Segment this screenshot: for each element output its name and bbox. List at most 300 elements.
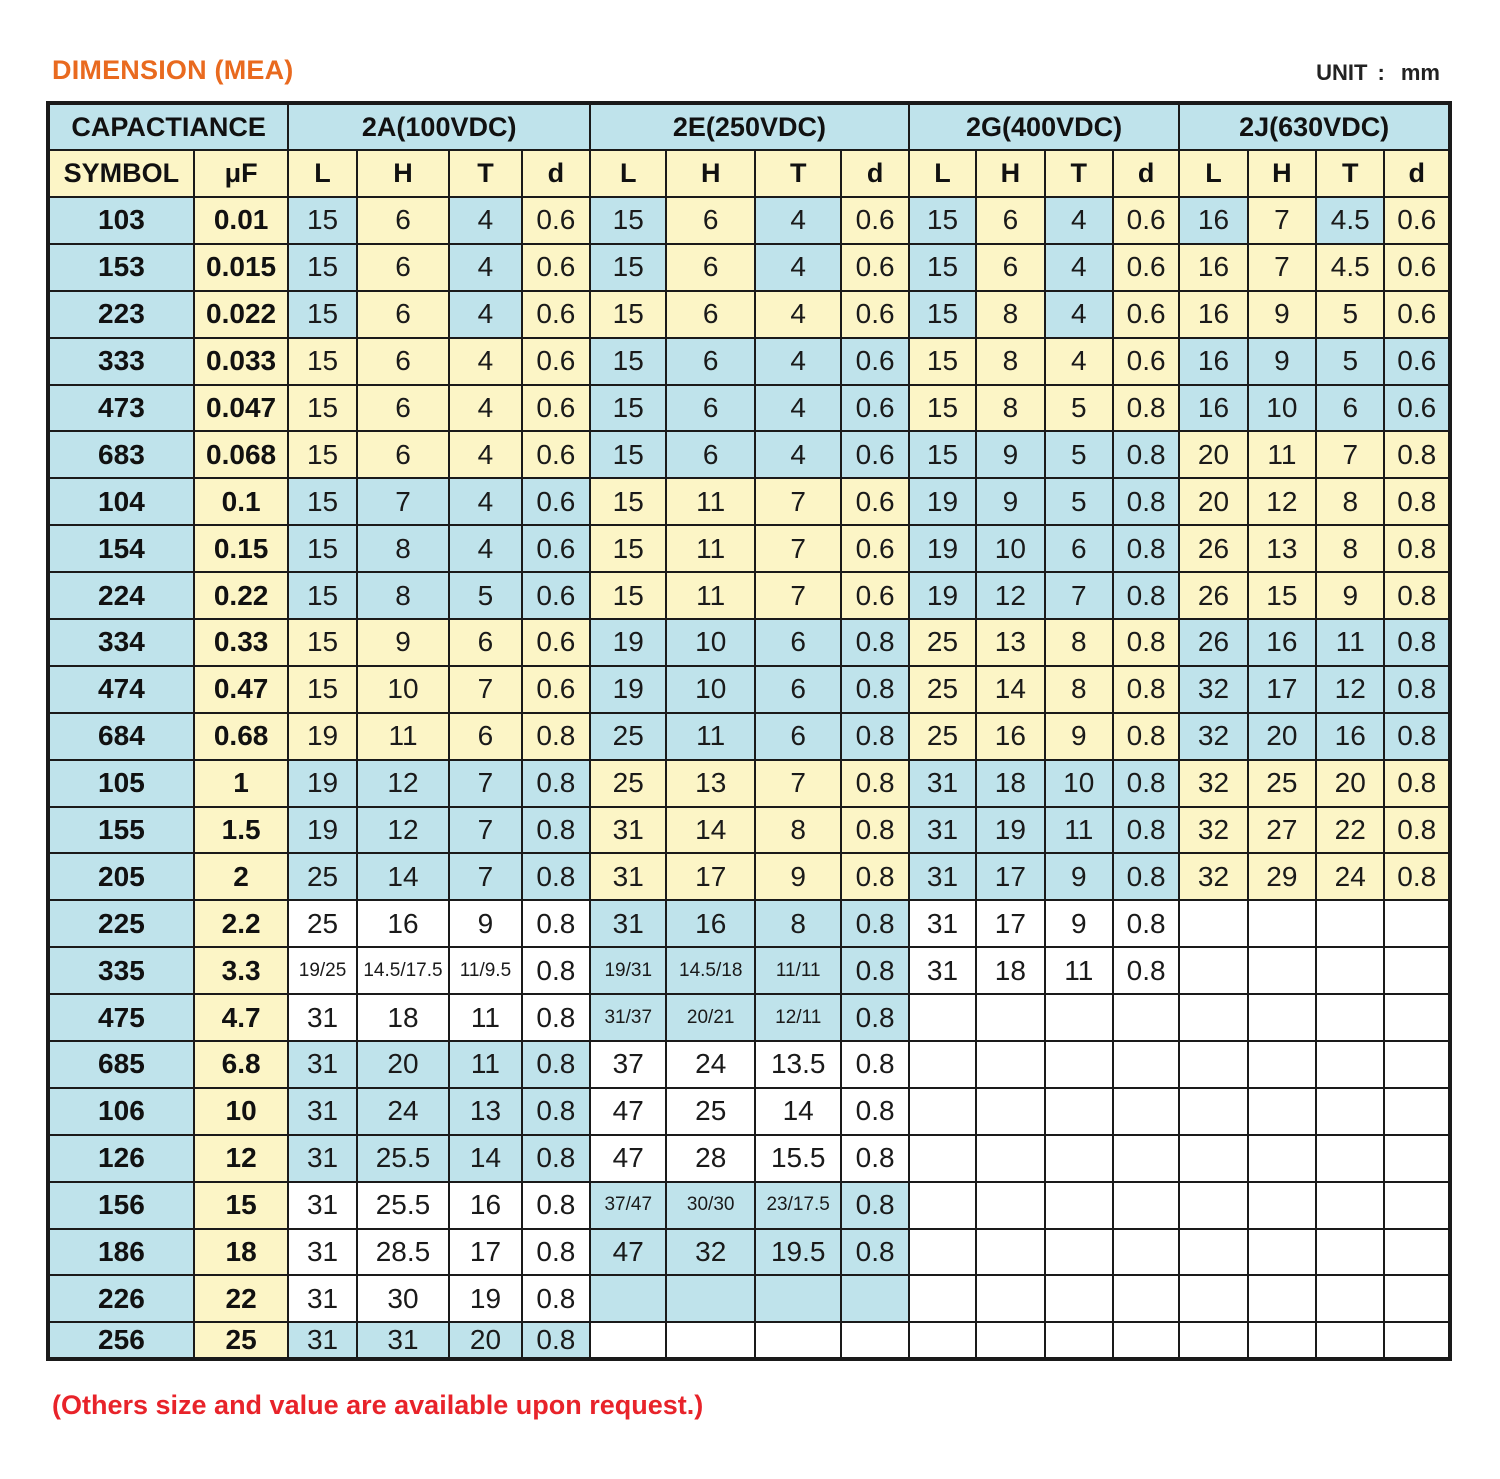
uf-cell: 0.15 bbox=[194, 525, 289, 572]
value-cell bbox=[976, 1275, 1044, 1322]
value-cell: 31 bbox=[288, 994, 356, 1041]
value-cell bbox=[1248, 1229, 1316, 1276]
value-cell: 17 bbox=[449, 1229, 521, 1276]
value-cell: 13 bbox=[666, 760, 755, 807]
value-cell: 5 bbox=[1045, 431, 1113, 478]
value-cell: 6 bbox=[976, 197, 1044, 244]
value-cell: 7 bbox=[449, 666, 521, 713]
value-cell: 0.6 bbox=[1384, 291, 1450, 338]
dimension-table bbox=[46, 101, 1452, 1361]
value-cell: 4 bbox=[1045, 338, 1113, 385]
value-cell: 15 bbox=[909, 291, 976, 338]
uf-cell: 10 bbox=[194, 1088, 289, 1135]
uf-cell: 0.068 bbox=[194, 431, 289, 478]
value-cell: 0.6 bbox=[522, 385, 590, 432]
value-cell: 25 bbox=[909, 666, 976, 713]
uf-cell: 0.047 bbox=[194, 385, 289, 432]
value-cell: 0.8 bbox=[841, 1041, 908, 1088]
value-cell: 0.6 bbox=[1113, 197, 1179, 244]
value-cell: 47 bbox=[590, 1135, 666, 1182]
value-cell: 4 bbox=[755, 291, 841, 338]
value-cell bbox=[1384, 1322, 1450, 1359]
symbol-cell: 256 bbox=[48, 1322, 194, 1359]
value-cell bbox=[841, 1322, 908, 1359]
value-cell: 5 bbox=[449, 572, 521, 619]
table-row bbox=[48, 197, 1450, 244]
value-cell: 4 bbox=[449, 197, 521, 244]
value-cell: 0.8 bbox=[522, 1182, 590, 1229]
uf-cell: 12 bbox=[194, 1135, 289, 1182]
value-cell: 30/30 bbox=[666, 1182, 755, 1229]
table-row bbox=[48, 1229, 1450, 1276]
subheader-l: L bbox=[590, 150, 666, 197]
value-cell bbox=[1316, 1182, 1384, 1229]
value-cell: 15 bbox=[590, 291, 666, 338]
value-cell: 0.8 bbox=[1384, 666, 1450, 713]
value-cell: 10 bbox=[666, 666, 755, 713]
value-cell bbox=[1384, 1275, 1450, 1322]
value-cell: 6 bbox=[357, 431, 450, 478]
value-cell: 0.6 bbox=[841, 572, 908, 619]
value-cell: 11 bbox=[1045, 807, 1113, 854]
table-row bbox=[48, 291, 1450, 338]
symbol-cell: 205 bbox=[48, 853, 194, 900]
symbol-cell: 105 bbox=[48, 760, 194, 807]
uf-cell: 0.33 bbox=[194, 619, 289, 666]
value-cell: 6 bbox=[666, 197, 755, 244]
value-cell: 6 bbox=[357, 338, 450, 385]
value-cell: 20 bbox=[449, 1322, 521, 1359]
uf-cell: 0.22 bbox=[194, 572, 289, 619]
value-cell: 11 bbox=[1248, 431, 1316, 478]
value-cell: 4 bbox=[755, 197, 841, 244]
value-cell bbox=[1316, 1275, 1384, 1322]
value-cell: 19 bbox=[590, 666, 666, 713]
uf-cell: 0.015 bbox=[194, 244, 289, 291]
value-cell bbox=[755, 1275, 841, 1322]
uf-cell: 1.5 bbox=[194, 807, 289, 854]
value-cell bbox=[1113, 1182, 1179, 1229]
value-cell: 25 bbox=[288, 900, 356, 947]
value-cell: 0.8 bbox=[1113, 760, 1179, 807]
unit-label bbox=[1316, 60, 1440, 86]
value-cell: 0.6 bbox=[841, 478, 908, 525]
value-cell: 19 bbox=[976, 807, 1044, 854]
value-cell: 15 bbox=[909, 244, 976, 291]
value-cell: 24 bbox=[1316, 853, 1384, 900]
value-cell bbox=[1384, 994, 1450, 1041]
table-body bbox=[48, 197, 1450, 1359]
value-cell bbox=[1045, 1135, 1113, 1182]
value-cell bbox=[976, 1322, 1044, 1359]
value-cell bbox=[1045, 1182, 1113, 1229]
value-cell: 14.5/18 bbox=[666, 947, 755, 994]
value-cell: 17 bbox=[1248, 666, 1316, 713]
value-cell: 19 bbox=[449, 1275, 521, 1322]
table-row bbox=[48, 1041, 1450, 1088]
symbol-cell: 106 bbox=[48, 1088, 194, 1135]
value-cell: 0.8 bbox=[1384, 525, 1450, 572]
value-cell bbox=[1384, 1041, 1450, 1088]
uf-cell: 22 bbox=[194, 1275, 289, 1322]
value-cell: 0.8 bbox=[1113, 385, 1179, 432]
value-cell: 26 bbox=[1179, 525, 1247, 572]
value-cell: 31 bbox=[909, 760, 976, 807]
subheader-h: H bbox=[1248, 150, 1316, 197]
value-cell: 0.6 bbox=[522, 619, 590, 666]
subheader-d: d bbox=[841, 150, 908, 197]
value-cell bbox=[1113, 1275, 1179, 1322]
value-cell: 4 bbox=[449, 338, 521, 385]
value-cell: 14 bbox=[976, 666, 1044, 713]
value-cell: 0.8 bbox=[1113, 947, 1179, 994]
subheader-l: L bbox=[909, 150, 976, 197]
value-cell: 27 bbox=[1248, 807, 1316, 854]
uf-cell: 18 bbox=[194, 1229, 289, 1276]
capacitance-header: CAPACTIANCE bbox=[48, 103, 288, 150]
value-cell: 0.8 bbox=[1113, 713, 1179, 760]
value-cell: 4 bbox=[449, 431, 521, 478]
value-cell: 31 bbox=[590, 853, 666, 900]
value-cell: 19 bbox=[909, 572, 976, 619]
value-cell: 0.6 bbox=[1113, 338, 1179, 385]
subheader-l: L bbox=[288, 150, 356, 197]
uf-cell: 2 bbox=[194, 853, 289, 900]
value-cell: 25.5 bbox=[357, 1135, 450, 1182]
value-cell: 7 bbox=[755, 478, 841, 525]
subheader-l: L bbox=[1179, 150, 1247, 197]
value-cell: 0.8 bbox=[841, 947, 908, 994]
value-cell bbox=[1179, 1229, 1247, 1276]
value-cell: 13 bbox=[976, 619, 1044, 666]
value-cell: 20 bbox=[1179, 478, 1247, 525]
value-cell: 31 bbox=[288, 1275, 356, 1322]
uf-header: μF bbox=[194, 150, 289, 197]
value-cell: 19.5 bbox=[755, 1229, 841, 1276]
value-cell: 0.8 bbox=[522, 1229, 590, 1276]
subheader-t: T bbox=[1045, 150, 1113, 197]
value-cell: 19 bbox=[909, 525, 976, 572]
value-cell: 4 bbox=[755, 244, 841, 291]
group-header-2a: 2A(100VDC) bbox=[288, 103, 590, 150]
value-cell bbox=[1045, 994, 1113, 1041]
value-cell: 6 bbox=[357, 385, 450, 432]
value-cell: 8 bbox=[976, 338, 1044, 385]
value-cell: 25 bbox=[909, 713, 976, 760]
value-cell bbox=[1384, 900, 1450, 947]
uf-cell: 3.3 bbox=[194, 947, 289, 994]
value-cell: 8 bbox=[1045, 666, 1113, 713]
value-cell: 0.6 bbox=[1384, 338, 1450, 385]
value-cell: 4 bbox=[755, 385, 841, 432]
value-cell: 0.8 bbox=[841, 619, 908, 666]
value-cell: 0.6 bbox=[841, 291, 908, 338]
symbol-cell: 186 bbox=[48, 1229, 194, 1276]
value-cell: 19/31 bbox=[590, 947, 666, 994]
value-cell: 6 bbox=[976, 244, 1044, 291]
value-cell: 9 bbox=[976, 431, 1044, 478]
value-cell: 0.8 bbox=[1384, 431, 1450, 478]
value-cell bbox=[1179, 1322, 1247, 1359]
value-cell: 32 bbox=[1179, 760, 1247, 807]
value-cell: 15 bbox=[590, 244, 666, 291]
symbol-cell: 226 bbox=[48, 1275, 194, 1322]
value-cell: 15 bbox=[590, 431, 666, 478]
value-cell: 0.6 bbox=[841, 338, 908, 385]
value-cell: 18 bbox=[357, 994, 450, 1041]
value-cell bbox=[666, 1275, 755, 1322]
value-cell bbox=[1384, 1182, 1450, 1229]
value-cell: 32 bbox=[1179, 853, 1247, 900]
value-cell: 12 bbox=[357, 760, 450, 807]
value-cell: 0.6 bbox=[1384, 244, 1450, 291]
table-row bbox=[48, 947, 1450, 994]
value-cell: 0.8 bbox=[522, 900, 590, 947]
value-cell bbox=[909, 1229, 976, 1276]
value-cell: 4 bbox=[449, 525, 521, 572]
table-row bbox=[48, 713, 1450, 760]
group-header-2j: 2J(630VDC) bbox=[1179, 103, 1450, 150]
value-cell: 9 bbox=[976, 478, 1044, 525]
value-cell: 0.6 bbox=[522, 338, 590, 385]
value-cell: 9 bbox=[357, 619, 450, 666]
value-cell: 15 bbox=[288, 291, 356, 338]
value-cell: 0.8 bbox=[1113, 853, 1179, 900]
table-row bbox=[48, 853, 1450, 900]
value-cell: 6 bbox=[666, 431, 755, 478]
table-row bbox=[48, 478, 1450, 525]
subheader-h: H bbox=[666, 150, 755, 197]
value-cell: 6 bbox=[755, 713, 841, 760]
value-cell: 26 bbox=[1179, 619, 1247, 666]
value-cell: 18 bbox=[976, 947, 1044, 994]
subheader-h: H bbox=[976, 150, 1044, 197]
header-row-sub bbox=[48, 150, 1450, 197]
value-cell: 18 bbox=[976, 760, 1044, 807]
value-cell: 9 bbox=[1316, 572, 1384, 619]
value-cell: 6 bbox=[666, 244, 755, 291]
value-cell: 0.8 bbox=[522, 853, 590, 900]
value-cell: 14 bbox=[666, 807, 755, 854]
value-cell: 0.6 bbox=[1113, 291, 1179, 338]
value-cell bbox=[976, 1135, 1044, 1182]
value-cell: 12 bbox=[357, 807, 450, 854]
value-cell: 31 bbox=[288, 1135, 356, 1182]
value-cell: 0.6 bbox=[522, 244, 590, 291]
value-cell: 47 bbox=[590, 1088, 666, 1135]
value-cell: 19 bbox=[288, 807, 356, 854]
value-cell: 0.8 bbox=[522, 760, 590, 807]
value-cell bbox=[1113, 1088, 1179, 1135]
value-cell: 0.8 bbox=[841, 713, 908, 760]
value-cell: 14 bbox=[449, 1135, 521, 1182]
subheader-d: d bbox=[1113, 150, 1179, 197]
value-cell: 0.6 bbox=[1113, 244, 1179, 291]
symbol-cell: 335 bbox=[48, 947, 194, 994]
value-cell: 31 bbox=[288, 1088, 356, 1135]
value-cell: 11 bbox=[666, 525, 755, 572]
value-cell: 4 bbox=[449, 291, 521, 338]
value-cell: 9 bbox=[1248, 338, 1316, 385]
value-cell: 25 bbox=[590, 713, 666, 760]
value-cell bbox=[909, 1322, 976, 1359]
value-cell: 0.8 bbox=[1113, 619, 1179, 666]
value-cell: 0.6 bbox=[522, 431, 590, 478]
uf-cell: 0.47 bbox=[194, 666, 289, 713]
value-cell: 8 bbox=[976, 385, 1044, 432]
value-cell: 12 bbox=[1316, 666, 1384, 713]
table-row bbox=[48, 1088, 1450, 1135]
value-cell: 24 bbox=[666, 1041, 755, 1088]
symbol-cell: 475 bbox=[48, 994, 194, 1041]
value-cell: 0.6 bbox=[1384, 197, 1450, 244]
value-cell bbox=[1384, 947, 1450, 994]
value-cell: 15 bbox=[288, 431, 356, 478]
value-cell: 15 bbox=[909, 431, 976, 478]
value-cell bbox=[1113, 1229, 1179, 1276]
value-cell bbox=[909, 1041, 976, 1088]
table-row bbox=[48, 1322, 1450, 1359]
table-row bbox=[48, 1135, 1450, 1182]
value-cell: 4 bbox=[1045, 291, 1113, 338]
group-header-2g: 2G(400VDC) bbox=[909, 103, 1180, 150]
value-cell bbox=[1113, 994, 1179, 1041]
value-cell: 15 bbox=[909, 197, 976, 244]
value-cell: 6 bbox=[1316, 385, 1384, 432]
value-cell bbox=[1179, 947, 1247, 994]
value-cell bbox=[1179, 994, 1247, 1041]
value-cell bbox=[1179, 1135, 1247, 1182]
table-row bbox=[48, 1275, 1450, 1322]
value-cell: 31 bbox=[590, 807, 666, 854]
value-cell bbox=[1316, 947, 1384, 994]
value-cell: 7 bbox=[755, 760, 841, 807]
table-row bbox=[48, 994, 1450, 1041]
value-cell: 0.6 bbox=[522, 572, 590, 619]
value-cell bbox=[909, 1088, 976, 1135]
value-cell bbox=[1316, 1088, 1384, 1135]
value-cell bbox=[1248, 1322, 1316, 1359]
symbol-cell: 103 bbox=[48, 197, 194, 244]
value-cell: 0.8 bbox=[522, 1135, 590, 1182]
table-row bbox=[48, 619, 1450, 666]
symbol-cell: 155 bbox=[48, 807, 194, 854]
value-cell bbox=[1384, 1229, 1450, 1276]
value-cell: 9 bbox=[449, 900, 521, 947]
value-cell: 0.6 bbox=[841, 431, 908, 478]
value-cell: 0.8 bbox=[841, 807, 908, 854]
value-cell: 7 bbox=[1316, 431, 1384, 478]
symbol-cell: 225 bbox=[48, 900, 194, 947]
value-cell: 0.8 bbox=[522, 1275, 590, 1322]
value-cell: 15 bbox=[909, 338, 976, 385]
value-cell: 6 bbox=[357, 197, 450, 244]
value-cell: 4 bbox=[1045, 244, 1113, 291]
group-header-2e: 2E(250VDC) bbox=[590, 103, 909, 150]
value-cell: 6 bbox=[666, 291, 755, 338]
value-cell: 15 bbox=[288, 338, 356, 385]
value-cell: 15 bbox=[288, 478, 356, 525]
value-cell: 12 bbox=[1248, 478, 1316, 525]
value-cell bbox=[1248, 1088, 1316, 1135]
value-cell: 13 bbox=[449, 1088, 521, 1135]
value-cell: 7 bbox=[357, 478, 450, 525]
value-cell: 7 bbox=[449, 807, 521, 854]
value-cell: 13.5 bbox=[755, 1041, 841, 1088]
subheader-t: T bbox=[1316, 150, 1384, 197]
value-cell: 31/37 bbox=[590, 994, 666, 1041]
value-cell: 0.6 bbox=[522, 478, 590, 525]
value-cell: 19 bbox=[590, 619, 666, 666]
value-cell: 6 bbox=[755, 619, 841, 666]
value-cell bbox=[666, 1322, 755, 1359]
value-cell: 15.5 bbox=[755, 1135, 841, 1182]
value-cell: 7 bbox=[1248, 197, 1316, 244]
header-row-groups bbox=[48, 103, 1450, 150]
value-cell: 28.5 bbox=[357, 1229, 450, 1276]
value-cell: 16 bbox=[1179, 385, 1247, 432]
value-cell bbox=[1384, 1088, 1450, 1135]
value-cell: 5 bbox=[1316, 291, 1384, 338]
uf-cell: 0.033 bbox=[194, 338, 289, 385]
value-cell: 31 bbox=[909, 900, 976, 947]
value-cell: 25 bbox=[909, 619, 976, 666]
value-cell: 10 bbox=[1248, 385, 1316, 432]
value-cell bbox=[1316, 1322, 1384, 1359]
value-cell: 4 bbox=[755, 431, 841, 478]
value-cell: 6 bbox=[755, 666, 841, 713]
value-cell: 31 bbox=[288, 1041, 356, 1088]
value-cell: 6 bbox=[666, 385, 755, 432]
table-row bbox=[48, 338, 1450, 385]
value-cell: 19 bbox=[909, 478, 976, 525]
value-cell: 15 bbox=[590, 338, 666, 385]
value-cell: 16 bbox=[357, 900, 450, 947]
value-cell: 16 bbox=[1316, 713, 1384, 760]
value-cell: 11 bbox=[449, 1041, 521, 1088]
value-cell: 15 bbox=[288, 244, 356, 291]
value-cell: 20/21 bbox=[666, 994, 755, 1041]
value-cell: 12 bbox=[976, 572, 1044, 619]
value-cell: 10 bbox=[666, 619, 755, 666]
symbol-header: SYMBOL bbox=[48, 150, 194, 197]
value-cell: 15 bbox=[288, 385, 356, 432]
value-cell: 0.8 bbox=[841, 1229, 908, 1276]
value-cell: 16 bbox=[1248, 619, 1316, 666]
value-cell: 37/47 bbox=[590, 1182, 666, 1229]
value-cell: 10 bbox=[976, 525, 1044, 572]
value-cell: 11/11 bbox=[755, 947, 841, 994]
value-cell: 0.8 bbox=[841, 853, 908, 900]
value-cell: 9 bbox=[1045, 713, 1113, 760]
value-cell: 0.8 bbox=[1384, 713, 1450, 760]
value-cell bbox=[1179, 1275, 1247, 1322]
value-cell: 4 bbox=[449, 478, 521, 525]
value-cell: 7 bbox=[449, 853, 521, 900]
value-cell bbox=[1248, 994, 1316, 1041]
value-cell: 0.8 bbox=[1384, 572, 1450, 619]
value-cell: 0.8 bbox=[841, 1088, 908, 1135]
value-cell: 9 bbox=[755, 853, 841, 900]
value-cell: 16 bbox=[976, 713, 1044, 760]
value-cell: 15 bbox=[590, 572, 666, 619]
value-cell: 15 bbox=[590, 525, 666, 572]
value-cell: 5 bbox=[1045, 385, 1113, 432]
value-cell: 25 bbox=[590, 760, 666, 807]
value-cell: 11 bbox=[666, 713, 755, 760]
value-cell: 0.8 bbox=[522, 713, 590, 760]
value-cell: 7 bbox=[1248, 244, 1316, 291]
